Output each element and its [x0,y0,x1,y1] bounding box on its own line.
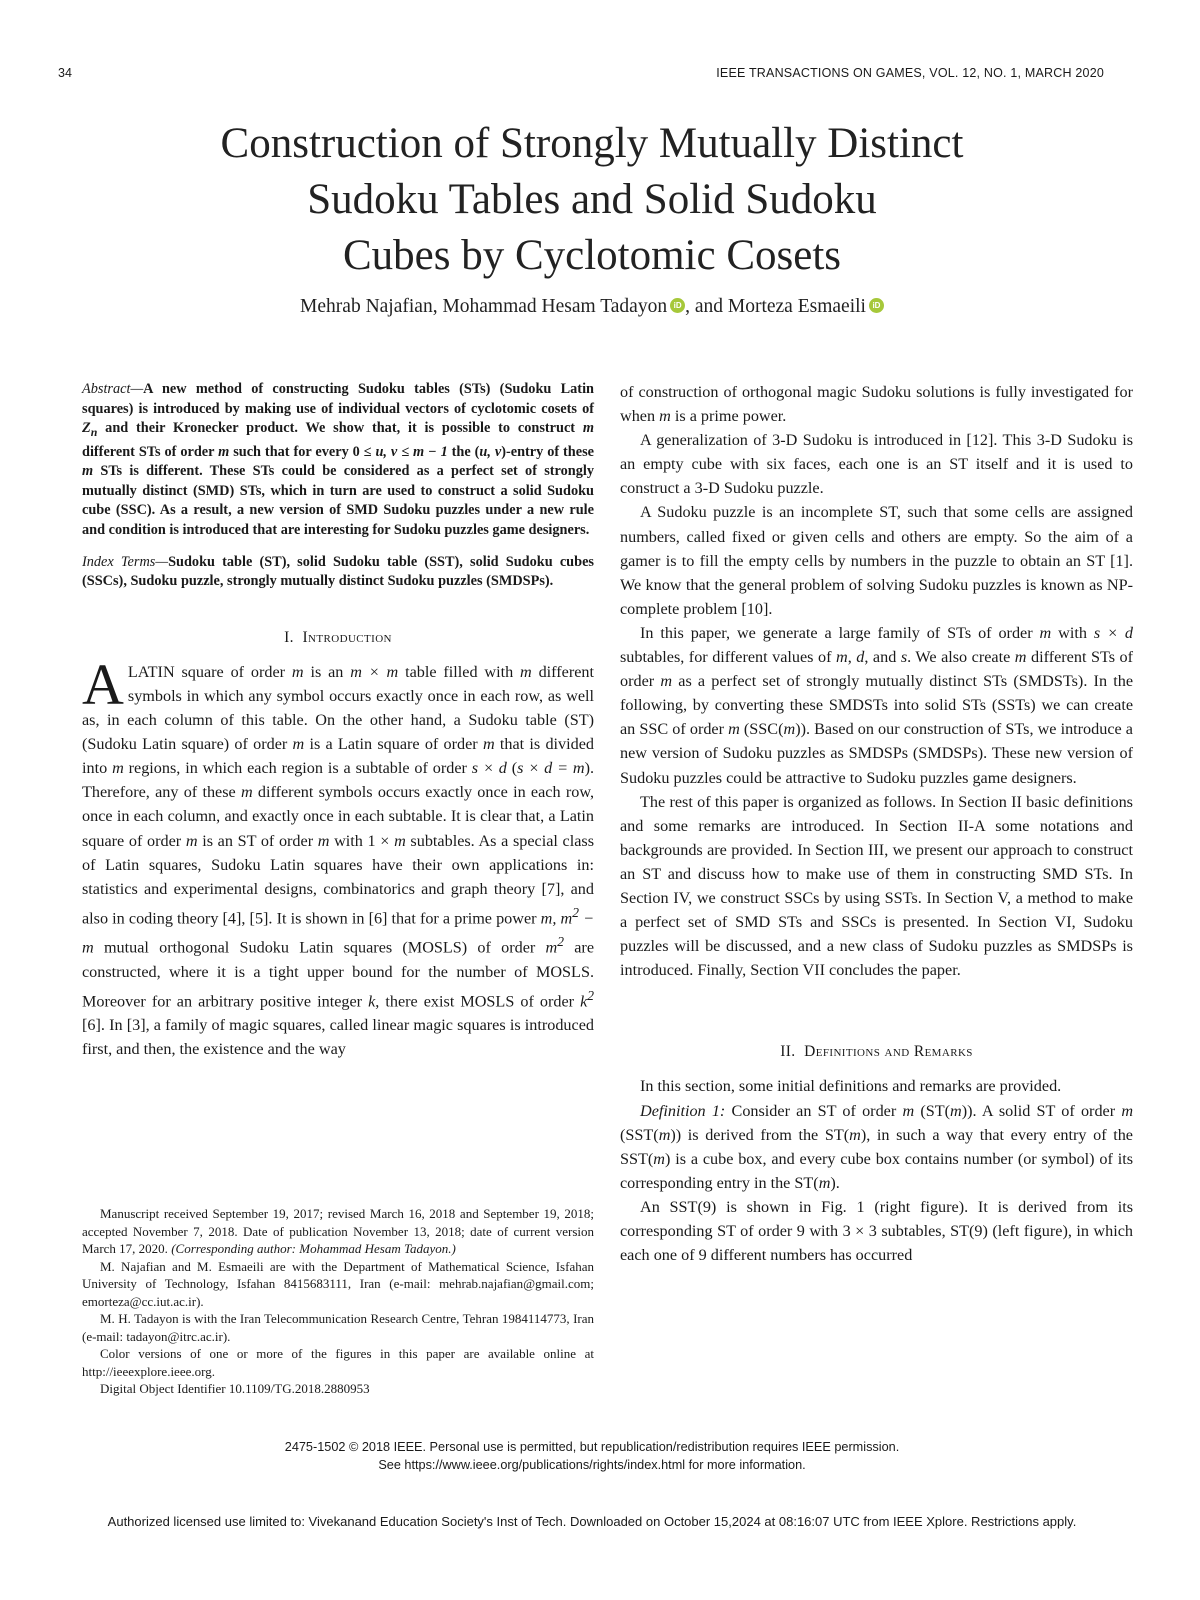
authors-part-1: Mehrab Najafian, Mohammad Hesam Tadayon [300,296,668,317]
text: as a perfect set of strongly mutually distinct STs (SMDSTs). In the following, by converting these SMDSTs into solid STs (SSTs) we can create an SSC of order [620,672,1134,739]
math: 2 [557,934,564,950]
text: ), in such a way that every entry of the SST( [620,1125,1133,1168]
copyright-line-1: 2475-1502 © 2018 IEEE. Personal use is permitted, but republication/redistribution requires IEEE permission. [284,1440,900,1454]
left-column [82,380,594,1062]
paragraph: A Sudoku puzzle is an incomplete ST, such that some cells are assigned numbers, called fixed or given cells and others are empty. So the aim of a gamer is to fill the empty cells by numbers in the puzzle to obtain an ST [1]. We know that the general problem of solving Sudoku puzzles is known as NP-complete problem [10]. [620,503,1133,618]
footnote-affiliation-1: M. Najafian and M. Esmaeili are with the Department of Mathematical Science, Isfahan University of Technology, Isfahan 8415683111, Iran (e-mail: mehrab.najafian@gmail.com; emorteza@cc.iut.ac.ir). [82,1258,594,1309]
text: subtables. As a special class of Latin squares, Sudoku Latin squares have their own applications in: statistics and experimental designs, combinatorics and graph theory [7], and also in coding theory [4], [5]. It is shown in [6] that for a prime power [82,831,595,928]
math: m [482,735,495,754]
title-line-2: Sudoku Tables and Solid Sudoku [307,176,877,223]
text: are constructed, where it is a tight upper bound for the number of MOSLS. Moreover for an arbitrary positive integer [82,938,595,1011]
math: m [849,1125,861,1144]
abstract-text: STs is different. These STs could be considered as a perfect set of strongly mutually distinct (SMD) STs, which in turn are used to construct a solid Sudoku cube (SSC). As a result, a new version of SMD Sudoku puzzles under a new rule and condition is introduced that are interesting for Sudoku puzzles game designers. [82,463,594,539]
math: m [902,1101,915,1120]
abstract-text: such that for every 0 ≤ [229,443,376,460]
text: of construction of orthogonal magic Sudoku solutions is fully investigated for when [620,383,1133,426]
math: Z [82,420,91,437]
text: (SST( [620,1125,659,1144]
text: regions, in which each region is a subtable of order [123,759,472,778]
text: is an ST of order [197,831,318,850]
text: is an [303,662,351,681]
text: mutual orthogonal Sudoku Latin squares (MOSLS) of order [93,938,546,957]
page-number: 34 [58,66,72,80]
abstract-text: )-entry of these [501,443,595,460]
authorized-use-notice: Authorized licensed use limited to: Vivekanand Education Society's Inst of Tech. Downloaded on October 15,2024 at 08:16:07 UTC from IEEE Xplore. Restrictions apply. [107,1514,1077,1529]
footnote-affiliation-2: M. H. Tadayon is with the Iran Telecommunication Research Centre, Tehran 1984114773, Iran (e-mail: tadayon@itrc.ac.ir). [82,1311,594,1344]
text: [6]. In [3], a family of magic squares, called linear magic squares is introduced first, and then, the existence and the way [82,1016,594,1059]
math: u, v [479,443,502,460]
text: (SSC( [739,720,784,739]
math: m [1039,623,1052,642]
paragraph [620,380,1133,428]
text: subtables, for different values of [620,648,836,667]
orcid-icon[interactable]: iD [869,298,884,313]
text: (ST( [914,1101,951,1120]
drop-cap: A [82,651,124,717]
math: k [580,992,588,1011]
text: different STs of order [620,648,1134,691]
abstract [82,380,594,541]
math: m [520,662,532,681]
paragraph: An SST(9) is shown in Fig. 1 (right figure). It is derived from its corresponding ST of order 9 with 3 × 3 subtables, ST(9) (left figure), in which each one of 9 different numbers has occurred [620,1197,1133,1265]
math: − m [82,909,594,957]
math: 2 [587,987,594,1003]
footnote-color: Color versions of one or more of the figures in this paper are available online at http://ieeexplore.ieee.org. [82,1346,594,1379]
math: s × d [1093,623,1134,642]
math: m [291,662,304,681]
section-number: I. [284,628,294,646]
text: , and [864,648,901,667]
text: Manuscript received September 19, 2017; revised March 16, 2018 and September 19, 2018; accepted November 7, 2018. Date of publication November 13, 2018; date of current version March 17, 2020. [82,1206,594,1256]
copyright-line-2[interactable]: See https://www.ieee.org/publications/rights/index.html for more information. [378,1458,806,1472]
math: m [783,720,796,739]
index-terms [82,553,594,592]
text: ). [830,1173,840,1192]
math: m [82,463,94,480]
math: m [582,420,594,437]
abstract-text: and their Kronecker product. We show that, it is possible to construct [97,420,583,437]
text: In this paper, we generate a large family of STs of order [640,623,1040,642]
math: m [658,1125,671,1144]
math: m [394,831,406,850]
paragraph: The rest of this paper is organized as follows. In Section II basic definitions and some remarks are introduced. In Section II-A some notations and backgrounds are provided. In Section III, we present our approach to construct an ST and discuss how to make use of them in constructing SMD STs. In Section IV, we construct SSCs by using SSTs. In Section V, a method to make a perfect set of SMD STs and SSCs is presented. In Section VI, Sudoku puzzles will be discussed, and a new class of Sudoku puzzles as SMDSPs is introduced. Finally, Section VII concludes the paper. [620,792,1133,980]
definition-label: Definition 1: [640,1101,726,1120]
right-column [620,380,1133,1267]
section-title: Definitions and Remarks [804,1043,973,1061]
math: m [240,783,253,802]
math: m [112,759,124,778]
math: 2 [572,904,579,920]
math: s [900,648,908,667]
footnotes [82,1205,594,1398]
index-terms-text: Sudoku table (ST), solid Sudoku table (SST), solid Sudoku cubes (SSCs), Sudoku puzzle, strongly mutually distinct Sudoku puzzles (SMDSPs). [82,553,594,590]
text: )) is derived from the ST( [670,1125,850,1144]
text: . We also create [907,648,1015,667]
text: different symbols in which any symbol occurs exactly once in each row, as well as, in each column of this table. On the other hand, a Sudoku table (ST) (Sudoku Latin square) of order [82,662,594,754]
math: s × d = m [517,759,585,778]
text: LATIN square of order [127,662,292,681]
authors-part-2: , and Morteza Esmaeili [685,296,866,317]
math: m, m [540,909,573,928]
math: u, v ≤ m − 1 [375,443,448,460]
section-heading-introduction [82,626,594,650]
section-number: II. [780,1043,796,1061]
definition-1 [620,1099,1133,1195]
math: m [1014,648,1027,667]
math: m [660,672,673,691]
text: is a Latin square of order [304,735,483,754]
math: m [653,1149,665,1168]
math: m [292,735,305,754]
corresponding-author: (Corresponding author: Mohammad Hesam Tadayon.) [171,1241,456,1256]
text: )). A solid ST of order [961,1101,1122,1120]
math: m [659,407,671,426]
paragraph: In this section, some initial definitions and remarks are provided. [640,1077,1062,1096]
math: d [856,648,865,667]
title-line-3: Cubes by Cyclotomic Cosets [342,232,842,279]
title-line-1: Construction of Strongly Mutually Distinct [220,120,964,167]
math: m × m [350,662,399,681]
text: table filled with [398,662,521,681]
intro-paragraph [82,651,595,1062]
math: k [368,992,376,1011]
paragraph: In this paper, we generate a large family of STs of order m with s × d subtables, for different values of m, d, and s. We also create m different STs of order m as a perfect set of strongly mutually distinct STs (SMDSTs). In the following, by converting these SMDSTs into solid STs (SSTs) we can create an SSC of order m (SSC(m)). Based on our construction of STs, we introduce a new version of Sudoku puzzles as SMDSPs (SMDSPs). These new version of Sudoku puzzles could be attractive to Sudoku puzzles game designers. [620,623,1134,787]
text: )). Based on our construction of STs, we introduce a new version of Sudoku puzzles as SMDSPs (SMDSPs). These new version of Sudoku puzzles could be attractive to Sudoku puzzles game designers. [620,720,1133,787]
math: m [728,720,740,739]
abstract-text: the ( [447,443,480,460]
math: n [90,425,98,440]
text: different symbols occurs exactly once in each row, once in each column, and exactly once in each subtable. It is clear that, a Latin square of order [82,783,595,850]
copyright-notice [0,1438,1184,1474]
text: with 1 × [329,831,395,850]
journal-header: IEEE TRANSACTIONS ON GAMES, VOL. 12, NO. 1, MARCH 2020 [716,66,1104,80]
math: m [950,1101,962,1120]
section-heading-definitions [620,1040,1133,1064]
math: m [185,831,198,850]
paper-title [0,116,1184,284]
text: with [1051,623,1094,642]
author-list [0,296,1184,318]
text: ) is a cube box, and every cube box contains number (or symbol) of its corresponding entry in the ST( [620,1149,1133,1192]
math: m [545,938,558,957]
math: m [836,648,848,667]
math: s × d [471,759,507,778]
text: ( [506,759,518,778]
index-terms-label: Index Terms— [82,553,169,570]
text: Consider an ST of order [725,1101,903,1120]
math: m [218,443,230,460]
footnote-doi: Digital Object Identifier 10.1109/TG.2018.2880953 [100,1381,370,1396]
math: m [818,1173,831,1192]
abstract-text: A new method of constructing Sudoku tables (STs) (Sudoku Latin squares) is introduced by making use of individual vectors of cyclotomic cosets of [82,381,594,417]
text: that is divided into [82,735,595,778]
paragraph: A generalization of 3-D Sudoku is introduced in [12]. This 3-D Sudoku is an empty cube with six faces, each one is an ST itself and it is used to construct a 3-D Sudoku puzzle. [620,431,1133,498]
math: m [317,831,330,850]
footnote-manuscript [82,1205,594,1258]
orcid-icon[interactable]: iD [670,298,685,313]
text: ). Therefore, any of these [82,759,595,802]
abstract-text: different STs of order [82,443,219,460]
abstract-label: Abstract— [82,381,144,397]
math: m [1121,1101,1134,1120]
text: is a prime power. [670,407,787,426]
text: , there exist MOSLS of order [375,992,581,1011]
section-title: Introduction [302,628,392,646]
